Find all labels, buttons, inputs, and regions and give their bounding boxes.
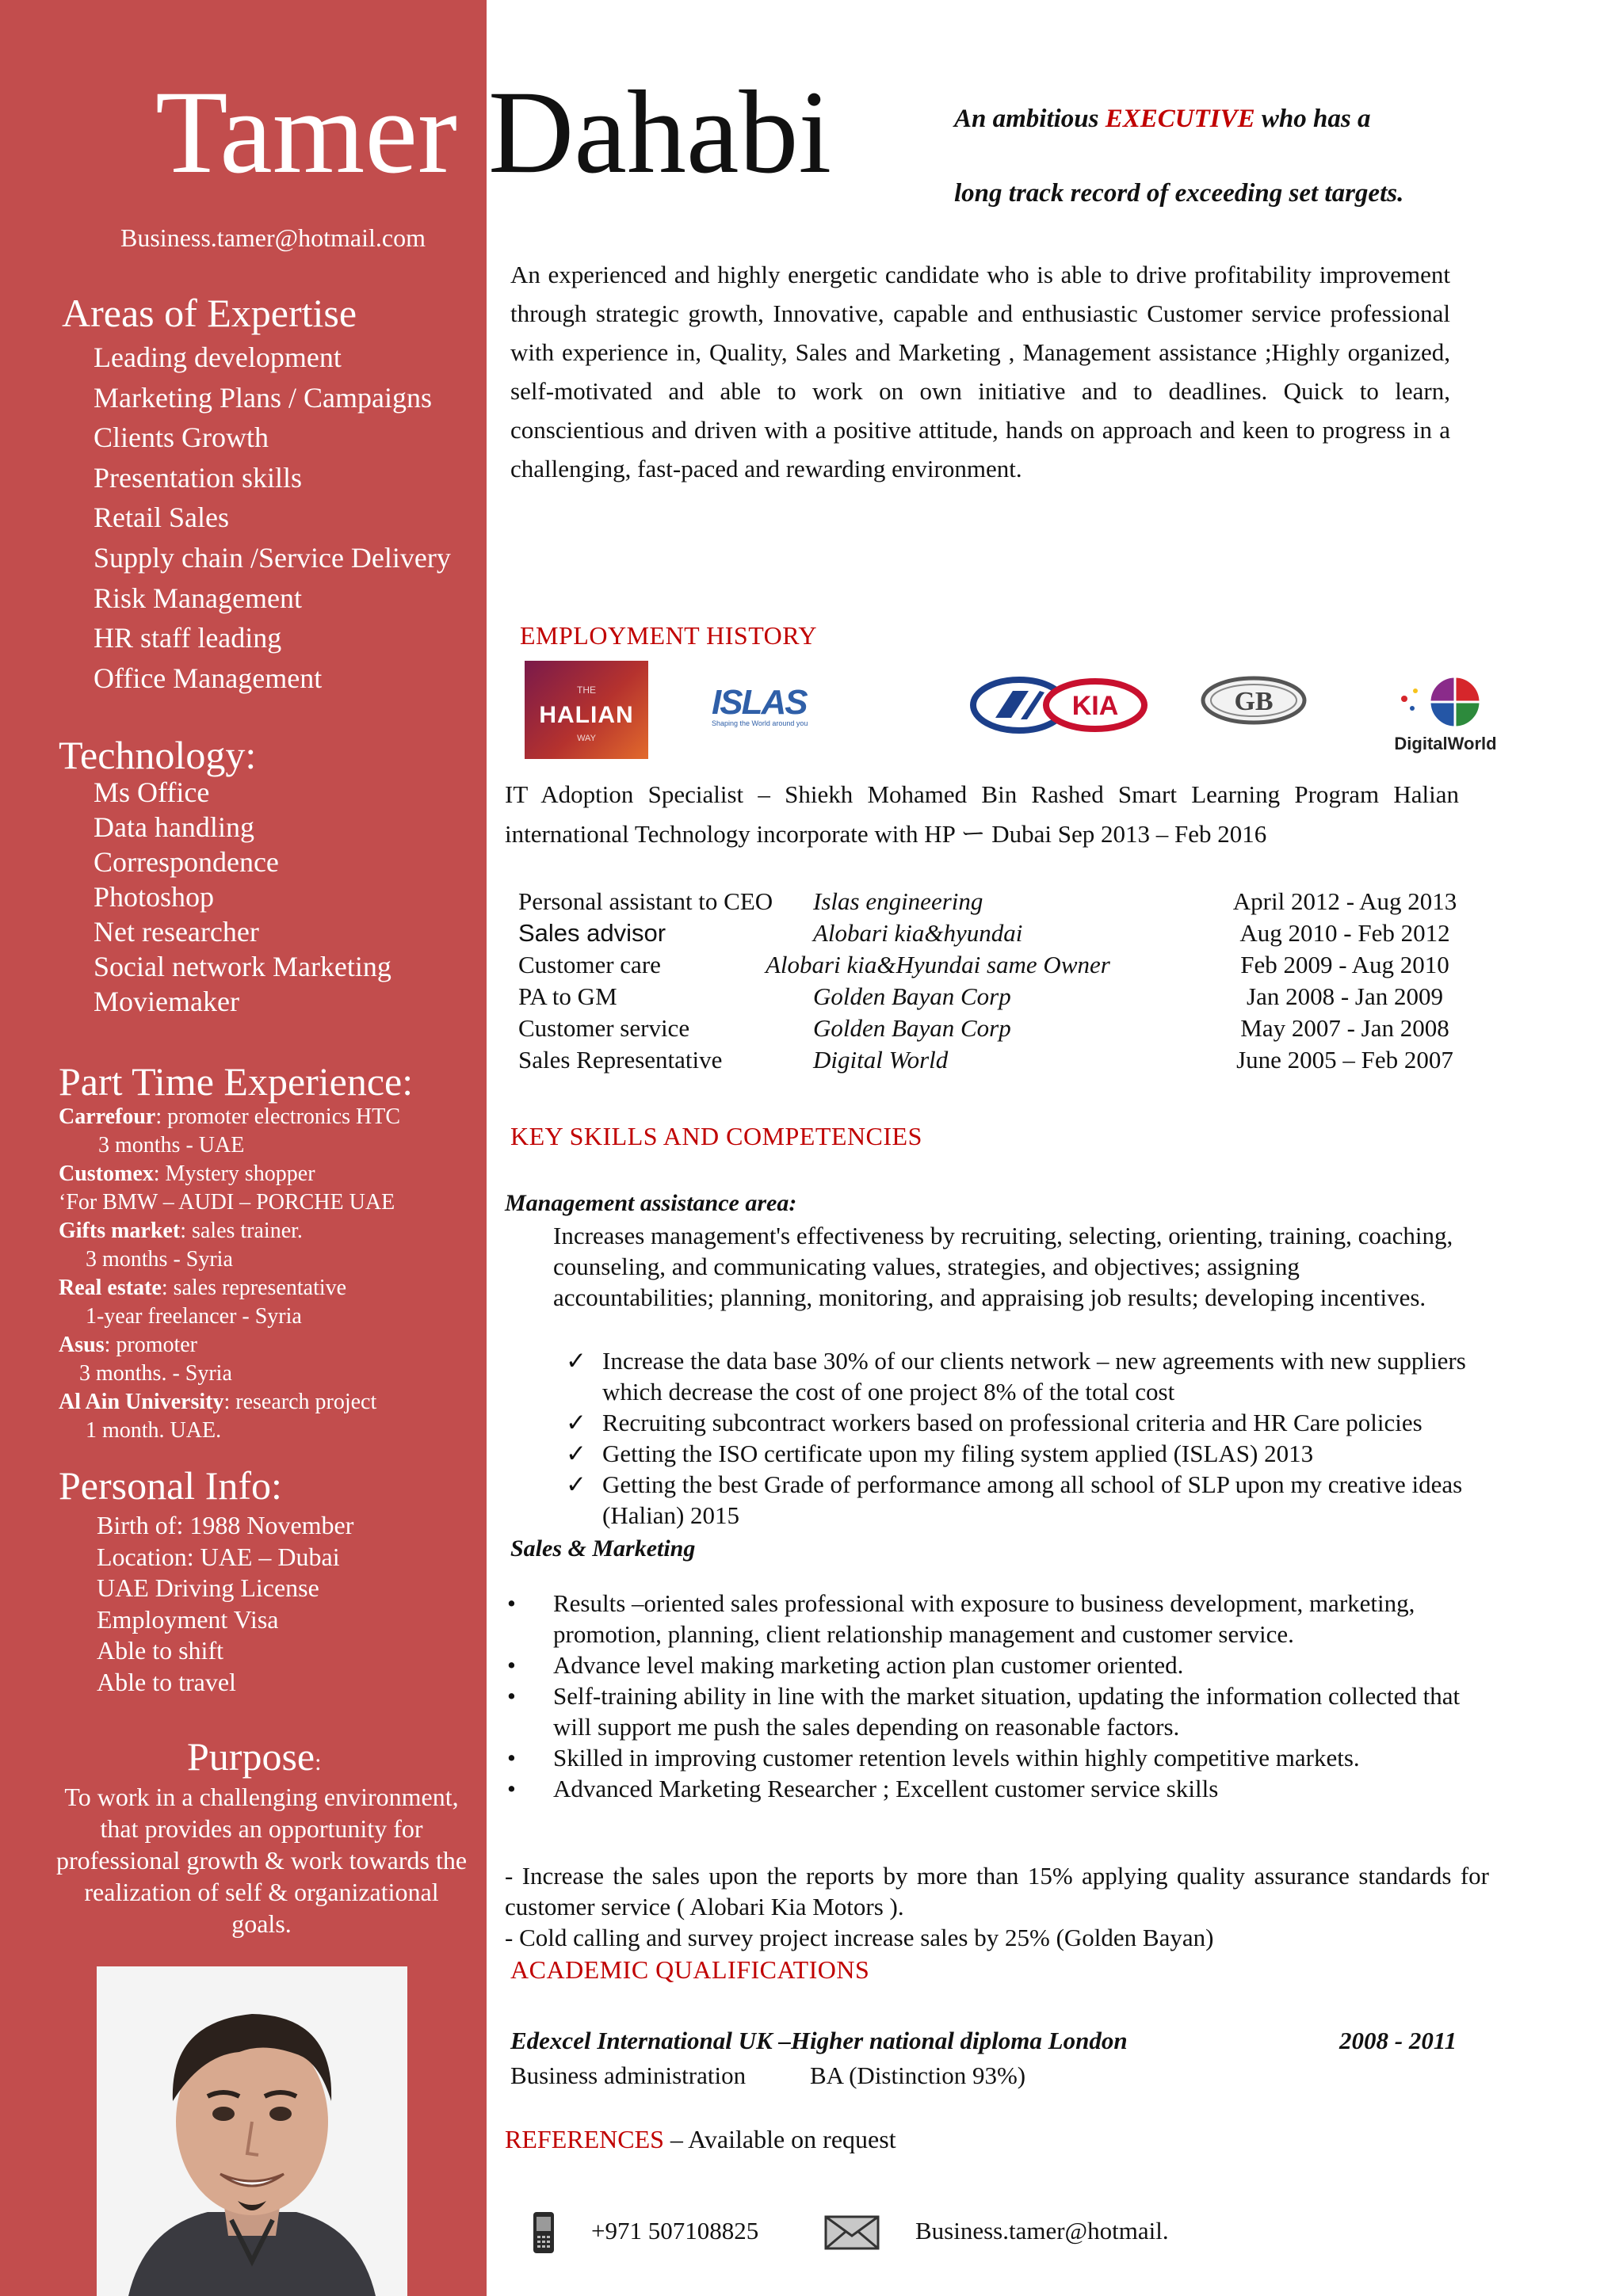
tagline-line-2: long track record of exceeding set targets. — [954, 179, 1404, 208]
list-item: ✓ Getting the ISO certificate upon my filing system applied (ISLAS) 2013 — [566, 1440, 1314, 1467]
education-years: 2008 - 2011 — [1339, 2027, 1457, 2054]
phone-number[interactable]: +971 507108825 — [591, 2217, 759, 2245]
expertise-item: Presentation skills — [94, 461, 302, 494]
technology-item: Photoshop — [94, 881, 215, 913]
list-item: • Advance level making marketing action plan customer oriented. — [507, 1651, 1184, 1679]
part-time-list — [59, 1103, 400, 1445]
part-time-entry: Gifts market: sales trainer. — [59, 1219, 303, 1243]
academic-heading: ACADEMIC QUALIFICATIONS — [510, 1955, 870, 1984]
expertise-item: Marketing Plans / Campaigns — [94, 381, 432, 414]
svg-text:KIA: KIA — [1071, 691, 1119, 721]
profile-photo — [97, 1966, 407, 2296]
references: REFERENCES – Available on request — [505, 2125, 896, 2153]
job-dates: Jan 2008 - Jan 2009 — [1247, 982, 1443, 1010]
list-item: • Self-training ability in line with the market situation, updating the information collected that will support me push the sales depending on reasonable factors. — [507, 1682, 1461, 1741]
digital-world-logo: DigitalWorld — [1388, 673, 1503, 757]
job-dates: May 2007 - Jan 2008 — [1240, 1014, 1449, 1042]
bullet-icon: • — [507, 1744, 516, 1772]
job-dates: Aug 2010 - Feb 2012 — [1239, 919, 1450, 947]
part-time-entry: Real estate: sales representative — [59, 1276, 347, 1300]
list-item: • Results –oriented sales professional with exposure to business development, marketing, promotion, planning, client relationship management and customer service. — [507, 1589, 1415, 1648]
job-company: Alobari kia&Hyundai same Owner — [766, 951, 1110, 978]
checkmark-icon: ✓ — [566, 1409, 586, 1436]
job-dates: April 2012 - Aug 2013 — [1232, 887, 1457, 915]
personal-item: Able to shift — [97, 1636, 223, 1665]
personal-item: Employment Visa — [97, 1604, 279, 1634]
bullet-icon: • — [507, 1651, 516, 1679]
personal-item: Able to travel — [97, 1667, 236, 1696]
expertise-list — [94, 338, 451, 698]
job-role: Personal assistant to CEO — [518, 887, 773, 915]
part-time-entry: Asus: promoter — [59, 1333, 198, 1357]
table-row — [518, 917, 1493, 949]
sales-heading: Sales & Marketing — [510, 1535, 696, 1562]
gb-icon — [1198, 673, 1309, 727]
list-item: • Advanced Marketing Researcher ; Excellent customer service skills — [507, 1775, 1219, 1802]
job-role: PA to GM — [518, 982, 617, 1010]
table-row — [518, 1044, 1493, 1076]
technology-item: Net researcher — [94, 916, 259, 948]
checkmark-icon: ✓ — [566, 1440, 586, 1467]
purpose-text: To work in a challenging environment, that provides an opportunity for professional growth & work towards the realization of self & organizational goals. — [55, 1783, 468, 1938]
technology-item: Social network Marketing — [94, 951, 391, 982]
table-row — [518, 886, 1493, 917]
job-company: Islas engineering — [813, 887, 983, 915]
part-time-detail: 3 months - UAE — [98, 1133, 245, 1158]
islas-logo: ISLAS Shaping the World around you — [712, 683, 808, 727]
bullet-icon: • — [507, 1589, 516, 1617]
personal-item: UAE Driving License — [97, 1573, 319, 1603]
job-role: Customer care — [518, 951, 661, 978]
technology-item: Correspondence — [94, 846, 279, 878]
list-item: ✓ Getting the best Grade of performance among all school of SLP upon my creative ideas (Halian) 2015 — [566, 1470, 1463, 1529]
results-block — [505, 1860, 1489, 1953]
result-line: - Cold calling and survey project increase sales by 25% (Golden Bayan) — [505, 1924, 1214, 1951]
list-item: ✓ Recruiting subcontract workers based on professional criteria and HR Care policies — [566, 1409, 1423, 1436]
technology-item: Data handling — [94, 811, 254, 843]
personal-heading: Personal Info: — [59, 1463, 282, 1508]
part-time-detail: 3 months. - Syria — [79, 1361, 232, 1386]
contact-email[interactable]: Business.tamer@hotmail. — [915, 2217, 1169, 2245]
hyundai-kia-logo — [968, 673, 1148, 737]
bullet-icon: • — [507, 1682, 516, 1710]
list-item: ✓ Increase the data base 30% of our clients network – new agreements with new suppliers which decrease the cost of one project 8% of the total cost — [566, 1347, 1466, 1405]
part-time-entry: Al Ain University: research project — [59, 1390, 377, 1414]
purpose-heading: Purpose: — [187, 1734, 322, 1779]
job-role: Customer service — [518, 1014, 690, 1042]
bullet-icon: • — [507, 1775, 516, 1802]
svg-text:GB: GB — [1234, 687, 1274, 716]
tagline-line-1: An ambitious EXECUTIVE who has a — [954, 105, 1371, 133]
employment-heading: EMPLOYMENT HISTORY — [520, 621, 817, 650]
technology-list — [94, 775, 391, 1019]
job-company: Golden Bayan Corp — [813, 982, 1011, 1010]
achievement-list — [566, 1345, 1517, 1531]
job-role: Sales advisor — [518, 919, 666, 947]
part-time-detail: 1 month. UAE. — [86, 1418, 222, 1443]
golden-bayan-logo — [1198, 673, 1309, 727]
table-row — [518, 949, 1493, 981]
first-name: Tamer — [155, 67, 457, 198]
sales-list — [504, 1588, 1487, 1804]
education-institution: Edexcel International UK –Higher national diploma London — [510, 2027, 1128, 2054]
technology-item: Ms Office — [94, 776, 210, 808]
personal-item: Location: UAE – Dubai — [97, 1542, 340, 1571]
expertise-item: Leading development — [94, 341, 342, 373]
it-adoption-role: IT Adoption Specialist – Shiekh Mohamed Bin Rashed Smart Learning Program Halian international Technology incorporate with HP ー Dubai Sep 2013 – Feb 2016 — [505, 780, 1459, 848]
skills-heading: KEY SKILLS AND COMPETENCIES — [510, 1122, 922, 1150]
personal-item: Birth of: 1988 November — [97, 1511, 354, 1539]
education-course: Business administration — [510, 2061, 747, 2089]
checkmark-icon: ✓ — [566, 1347, 586, 1375]
expertise-item: HR staff leading — [94, 622, 282, 654]
education-degree: BA (Distinction 93%) — [810, 2061, 1026, 2089]
last-name: Dahabi — [488, 67, 832, 198]
expertise-item: Retail Sales — [94, 502, 229, 534]
envelope-icon — [824, 2215, 880, 2250]
job-role: Sales Representative — [518, 1046, 723, 1074]
expertise-item: Clients Growth — [94, 421, 269, 454]
halian-logo: THE HALIAN WAY — [525, 661, 648, 759]
expertise-item: Office Management — [94, 662, 323, 694]
job-dates: Feb 2009 - Aug 2010 — [1240, 951, 1449, 978]
part-time-detail: 3 months - Syria — [86, 1247, 233, 1272]
part-time-entry: Carrefour: promoter electronics HTC — [59, 1104, 401, 1129]
result-line: - Increase the sales upon the reports by more than 15% applying quality assurance standards for customer service ( Alobari Kia Motors ). — [505, 1862, 1489, 1920]
table-row — [518, 981, 1493, 1013]
email-address[interactable]: Business.tamer@hotmail.com — [120, 223, 426, 252]
technology-heading: Technology: — [59, 733, 257, 777]
job-company: Digital World — [813, 1046, 949, 1074]
management-heading: Management assistance area: — [505, 1190, 797, 1216]
expertise-item: Supply chain /Service Delivery — [94, 541, 451, 574]
personal-list — [97, 1510, 353, 1699]
employment-table — [518, 886, 1493, 1076]
portrait-icon — [97, 1966, 407, 2296]
technology-item: Moviemaker — [94, 986, 239, 1017]
expertise-item: Risk Management — [94, 582, 302, 614]
phone-icon — [531, 2210, 556, 2255]
management-text: Increases management's effectiveness by recruiting, selecting, orienting, training, coaching, counseling, and communicating values, strategies, and objectives; assigning accountabilities; planning, monitoring, and appraising job results; developing incentives. — [553, 1222, 1453, 1311]
job-company: Golden Bayan Corp — [813, 1014, 1011, 1042]
job-company: Alobari kia&hyundai — [813, 919, 1023, 947]
expertise-heading: Areas of Expertise — [62, 291, 357, 335]
table-row — [518, 1013, 1493, 1044]
hyundai-kia-icon — [968, 673, 1148, 737]
part-time-heading: Part Time Experience: — [59, 1059, 414, 1104]
part-time-entry: Customex: Mystery shopper — [59, 1161, 315, 1186]
job-dates: June 2005 – Feb 2007 — [1236, 1046, 1453, 1074]
part-time-entry: ‘For BMW – AUDI – PORCHE UAE — [59, 1190, 395, 1215]
profile-summary: An experienced and highly energetic candidate who is able to drive profitability improvement through strategic growth, Innovative, capable and enthusiastic Customer service professional with experience in, Quality, Sales and Marketing , Management assistance ;Highly organized, self-motivated and able to work on own initiative and to deadlines. Quick to learn, conscientious and driven with a positive attitude, hands on approach and keen to progress in a challenging, fast-paced and rewarding environment. — [510, 261, 1450, 482]
globe-icon — [1388, 673, 1503, 730]
checkmark-icon: ✓ — [566, 1470, 586, 1498]
list-item: • Skilled in improving customer retention levels within highly competitive markets. — [507, 1744, 1360, 1772]
part-time-detail: 1-year freelancer - Syria — [86, 1304, 302, 1329]
